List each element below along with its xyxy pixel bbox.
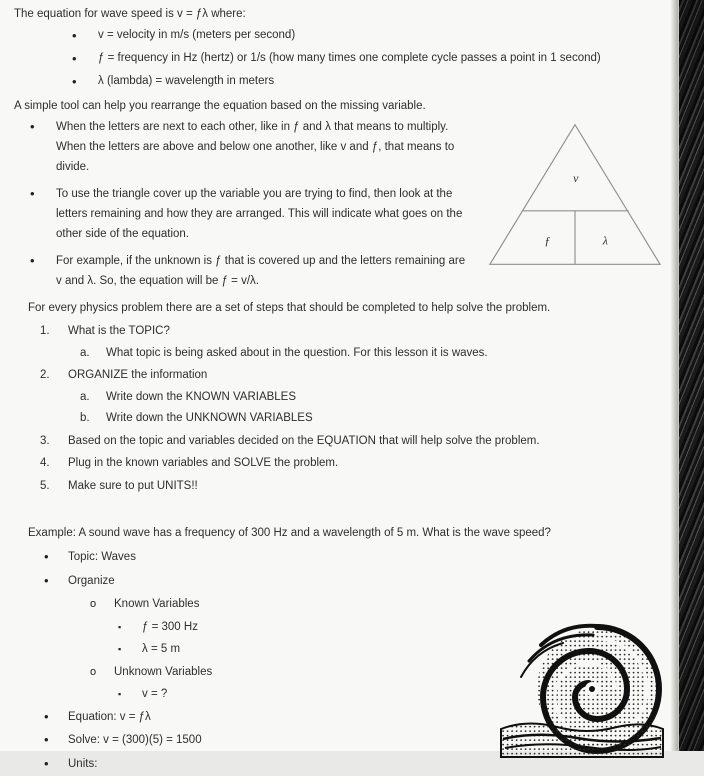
unknown-variable-value: v = ? [142,683,167,706]
tool-bullet-text: For example, if the unknown is ƒ that is covered up and the letters remaining are v and λ. So, the equation will be ƒ = v/λ. [56,251,470,291]
step-number: 4. [40,453,68,475]
example-organize: Organize [68,570,115,593]
unknown-variables-header: Unknown Variables [114,661,212,684]
triangle-left-label: ƒ [544,233,550,247]
list-item [72,25,670,48]
wave-illustration [497,617,667,757]
page-edge-shadow [670,0,678,751]
step-body [68,365,670,430]
list-item [44,570,670,594]
list-item [72,48,670,71]
step-item [40,431,670,453]
triangle-top-label: v [573,171,579,185]
intro-line: The equation for wave speed is v = ƒλ where: [14,4,670,24]
example-equation: Equation: v = ƒλ [68,706,151,729]
step-text: ORGANIZE the information [68,365,670,387]
substep-letter: a. [80,387,106,409]
definition-text: ƒ = frequency in Hz (hertz) or 1/s (how many times one complete cycle passes a point in 1 second) [98,48,601,69]
example-topic: Topic: Waves [68,546,136,569]
step-text: Based on the topic and variables decided on the EQUATION that will help solve the problem. [68,431,670,453]
bullet-icon [44,570,68,594]
circle-bullet-icon [90,593,114,616]
list-item [90,593,670,616]
step-number: 5. [40,476,68,498]
bullet-icon [72,25,98,48]
bullet-icon [44,546,68,570]
bullet-icon [44,753,68,776]
step-number: 2. [40,365,68,430]
tool-intro-line: A simple tool can help you rearrange the equation based on the missing variable. [14,96,670,116]
bullet-icon [72,71,98,94]
square-bullet-icon [118,616,142,639]
known-variable-value: λ = 5 m [142,638,180,661]
tool-section [14,117,670,291]
step-item [40,321,670,364]
step-item [40,453,670,475]
definition-text: v = velocity in m/s (meters per second) [98,25,295,46]
example-solve: Solve: v = (300)(5) = 1500 [68,729,202,752]
substep-letter: a. [80,343,106,365]
list-item [72,71,670,94]
definition-text: λ (lambda) = wavelength in meters [98,71,274,92]
step-number: 3. [40,431,68,453]
bullet-icon [30,117,56,138]
bullet-icon [44,729,68,753]
known-variables-header: Known Variables [114,593,199,616]
substep-text: Write down the UNKNOWN VARIABLES [106,408,313,430]
known-variable-value: ƒ = 300 Hz [142,616,198,639]
example-units: Units: [68,753,97,776]
step-body [68,321,670,364]
substep-letter: b. [80,408,106,430]
step-number: 1. [40,321,68,364]
step-item [40,476,670,498]
substep-text: Write down the KNOWN VARIABLES [106,387,296,409]
step-item [40,365,670,430]
definition-list [72,25,670,94]
tool-bullet-text: To use the triangle cover up the variable you are trying to find, then look at the letters remaining and how they are arranged. This will indicate what goes on the other side of the equation. [56,184,470,244]
triangle-right-label: λ [602,233,608,247]
steps-intro-line: For every physics problem there are a set of steps that should be completed to help solve the problem. [28,298,670,318]
square-bullet-icon [118,683,142,706]
bullet-icon [30,251,56,272]
steps-list [14,321,670,497]
list-item [30,184,470,244]
triangle-svg [484,119,666,272]
tool-bullet-list [30,117,470,291]
list-item [44,546,670,570]
substep-item [80,343,670,365]
step-text: What is the TOPIC? [68,321,670,343]
list-item [30,117,470,177]
bullet-icon [30,184,56,205]
list-item [30,251,470,291]
substep-item [80,387,670,409]
photo-background-edge [678,0,704,751]
circle-bullet-icon [90,661,114,684]
bullet-icon [44,706,68,730]
step-text: Make sure to put UNITS!! [68,476,670,498]
bullet-icon [72,48,98,71]
step-text: Plug in the known variables and SOLVE the problem. [68,453,670,475]
example-prompt-line: Example: A sound wave has a frequency of 300 Hz and a wavelength of 5 m. What is the wave speed? [28,523,670,543]
square-bullet-icon [118,638,142,661]
substep-text: What topic is being asked about in the question. For this lesson it is waves. [106,343,488,365]
tool-bullet-text: When the letters are next to each other, like in ƒ and λ that means to multiply. When the letters are above and below one another, like v and ƒ, that means to divide. [56,117,470,177]
substep-item [80,408,670,430]
equation-triangle-diagram [484,119,666,272]
